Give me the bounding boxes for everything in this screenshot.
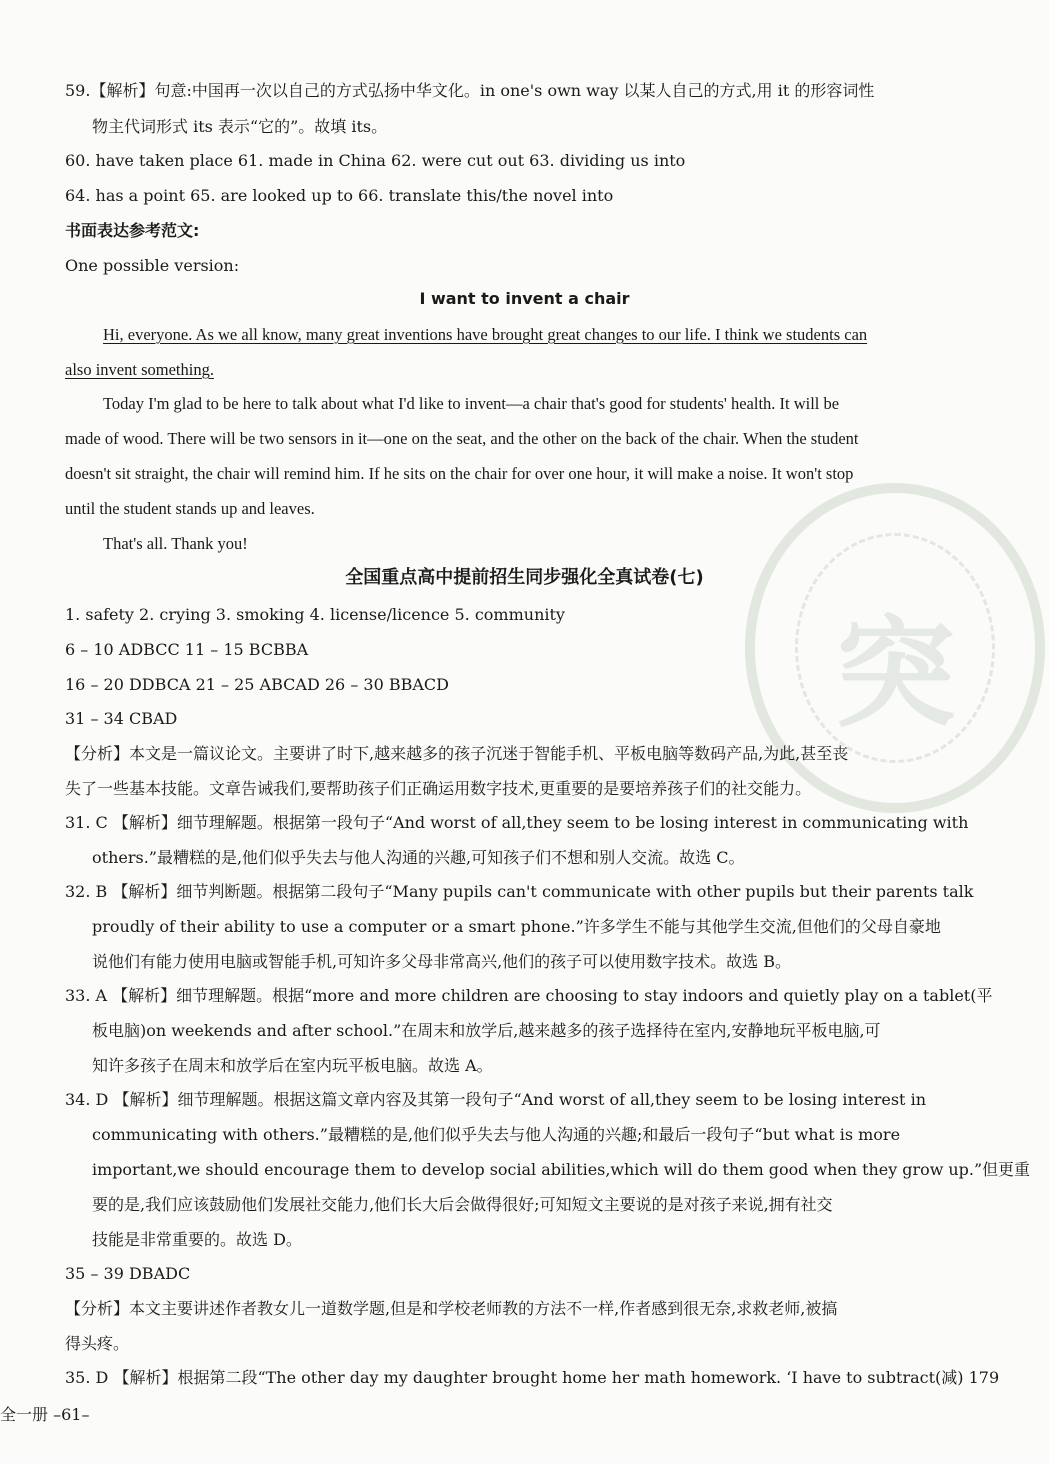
essay-p2-line3: doesn't sit straight, the chair will remind him. If he sits on the chair for over one hour, it will make a noise. It won't stop bbox=[65, 464, 854, 483]
analysis-1-line1: 【分析】本文是一篇议论文。主要讲了时下,越来越多的孩子沉迷于智能手机、平板电脑等数码产品,为此,甚至丧 bbox=[65, 744, 849, 763]
essay-p2-line2: made of wood. There will be two sensors in it—one on the seat, and the other on the back of the chair. When the student bbox=[65, 429, 859, 448]
answer-59-line2: 物主代词形式 its 表示“它的”。故填 its。 bbox=[92, 117, 388, 136]
q34-line3: important,we should encourage them to develop social abilities,which will do them good when they grow up.”但更重 bbox=[92, 1160, 1030, 1179]
answers-1-5: 1. safety 2. crying 3. smoking 4. license/licence 5. community bbox=[65, 605, 565, 624]
q32-line1: 32. B 【解析】细节判断题。根据第二段句子“Many pupils can't communicate with other pupils but their parents talk bbox=[65, 882, 974, 901]
answer-59-line1: 59.【解析】句意:中国再一次以自己的方式弘扬中华文化。in one's own way 以某人自己的方式,用 it 的形容词性 bbox=[65, 81, 875, 100]
q33-line2: 板电脑)on weekends and after school.”在周末和放学后,越来越多的孩子选择待在室内,安静地玩平板电脑,可 bbox=[92, 1021, 881, 1040]
essay-p2-line4: until the student stands up and leaves. bbox=[65, 499, 315, 518]
q34-line2: communicating with others.”最糟糕的是,他们似乎失去与他人沟通的兴趣;和最后一段句子“but what is more bbox=[92, 1125, 901, 1144]
stamp-char: 突 bbox=[835, 605, 955, 744]
section-title: 全国重点高中提前招生同步强化全真试卷(七) bbox=[345, 567, 704, 588]
q34-line1: 34. D 【解析】细节理解题。根据这篇文章内容及其第一段句子“And worst of all,they seem to be losing interest in bbox=[65, 1090, 926, 1109]
answers-35-39: 35 – 39 DBADC bbox=[65, 1264, 191, 1283]
q32-line2: proudly of their ability to use a computer or a smart phone.”许多学生不能与其他学生交流,但他们的父母自豪地 bbox=[92, 917, 941, 936]
q33-line1: 33. A 【解析】细节理解题。根据“more and more children are choosing to stay indoors and quietly play on a tablet(平 bbox=[65, 986, 993, 1005]
essay-p2-line1: Today I'm glad to be here to talk about what I'd like to invent—a chair that's good for students' health. It will be bbox=[103, 394, 840, 413]
essay-title: I want to invent a chair bbox=[419, 289, 630, 308]
q35-line1: 35. D 【解析】根据第二段“The other day my daughter brought home her math homework. ‘I have to subtract(减) 179 bbox=[65, 1368, 1000, 1387]
essay-p1-line1: Hi, everyone. As we all know, many great inventions have brought great changes to our life. I think we students can bbox=[103, 325, 868, 344]
essay-p1-line2: also invent something. bbox=[65, 360, 214, 379]
answers-6-15: 6 – 10 ADBCC 11 – 15 BCBBA bbox=[65, 640, 309, 659]
answers-16-30: 16 – 20 DDBCA 21 – 25 ABCAD 26 – 30 BBACD bbox=[65, 675, 449, 694]
q34-line5: 技能是非常重要的。故选 D。 bbox=[92, 1230, 302, 1249]
q34-line4: 要的是,我们应该鼓励他们发展社交能力,他们长大后会做得很好;可知短文主要说的是对孩子来说,拥有社交 bbox=[92, 1195, 833, 1214]
analysis-2-line2: 得头疼。 bbox=[65, 1334, 130, 1353]
q33-line3: 知许多孩子在周末和放学后在室内玩平板电脑。故选 A。 bbox=[92, 1056, 493, 1075]
possible-version: One possible version: bbox=[65, 256, 240, 275]
answers-64-66: 64. has a point 65. are looked up to 66. translate this/the novel into bbox=[65, 186, 614, 205]
analysis-2-line1: 【分析】本文主要讲述作者教女儿一道数学题,但是和学校老师教的方法不一样,作者感到很无奈,求救老师,被搞 bbox=[65, 1299, 838, 1318]
answers-60-63: 60. have taken place 61. made in China 62. were cut out 63. dividing us into bbox=[65, 151, 686, 170]
page-footer: 全一册 –61– bbox=[0, 1405, 90, 1424]
q31-line1: 31. C 【解析】细节理解题。根据第一段句子“And worst of all,they seem to be losing interest in communicating with bbox=[65, 813, 969, 832]
essay-heading: 书面表达参考范文: bbox=[65, 221, 200, 240]
answers-31-34: 31 – 34 CBAD bbox=[65, 709, 178, 728]
essay-p3: That's all. Thank you! bbox=[103, 534, 248, 553]
q32-line3: 说他们有能力使用电脑或智能手机,可知许多父母非常高兴,他们的孩子可以使用数字技术。故选 B。 bbox=[92, 952, 792, 971]
analysis-1-line2: 失了一些基本技能。文章告诫我们,要帮助孩子们正确运用数字技术,更重要的是要培养孩子们的社交能力。 bbox=[65, 779, 812, 798]
q31-line2: others.”最糟糕的是,他们似乎失去与他人沟通的兴趣,可知孩子们不想和别人交流。故选 C。 bbox=[92, 848, 745, 867]
